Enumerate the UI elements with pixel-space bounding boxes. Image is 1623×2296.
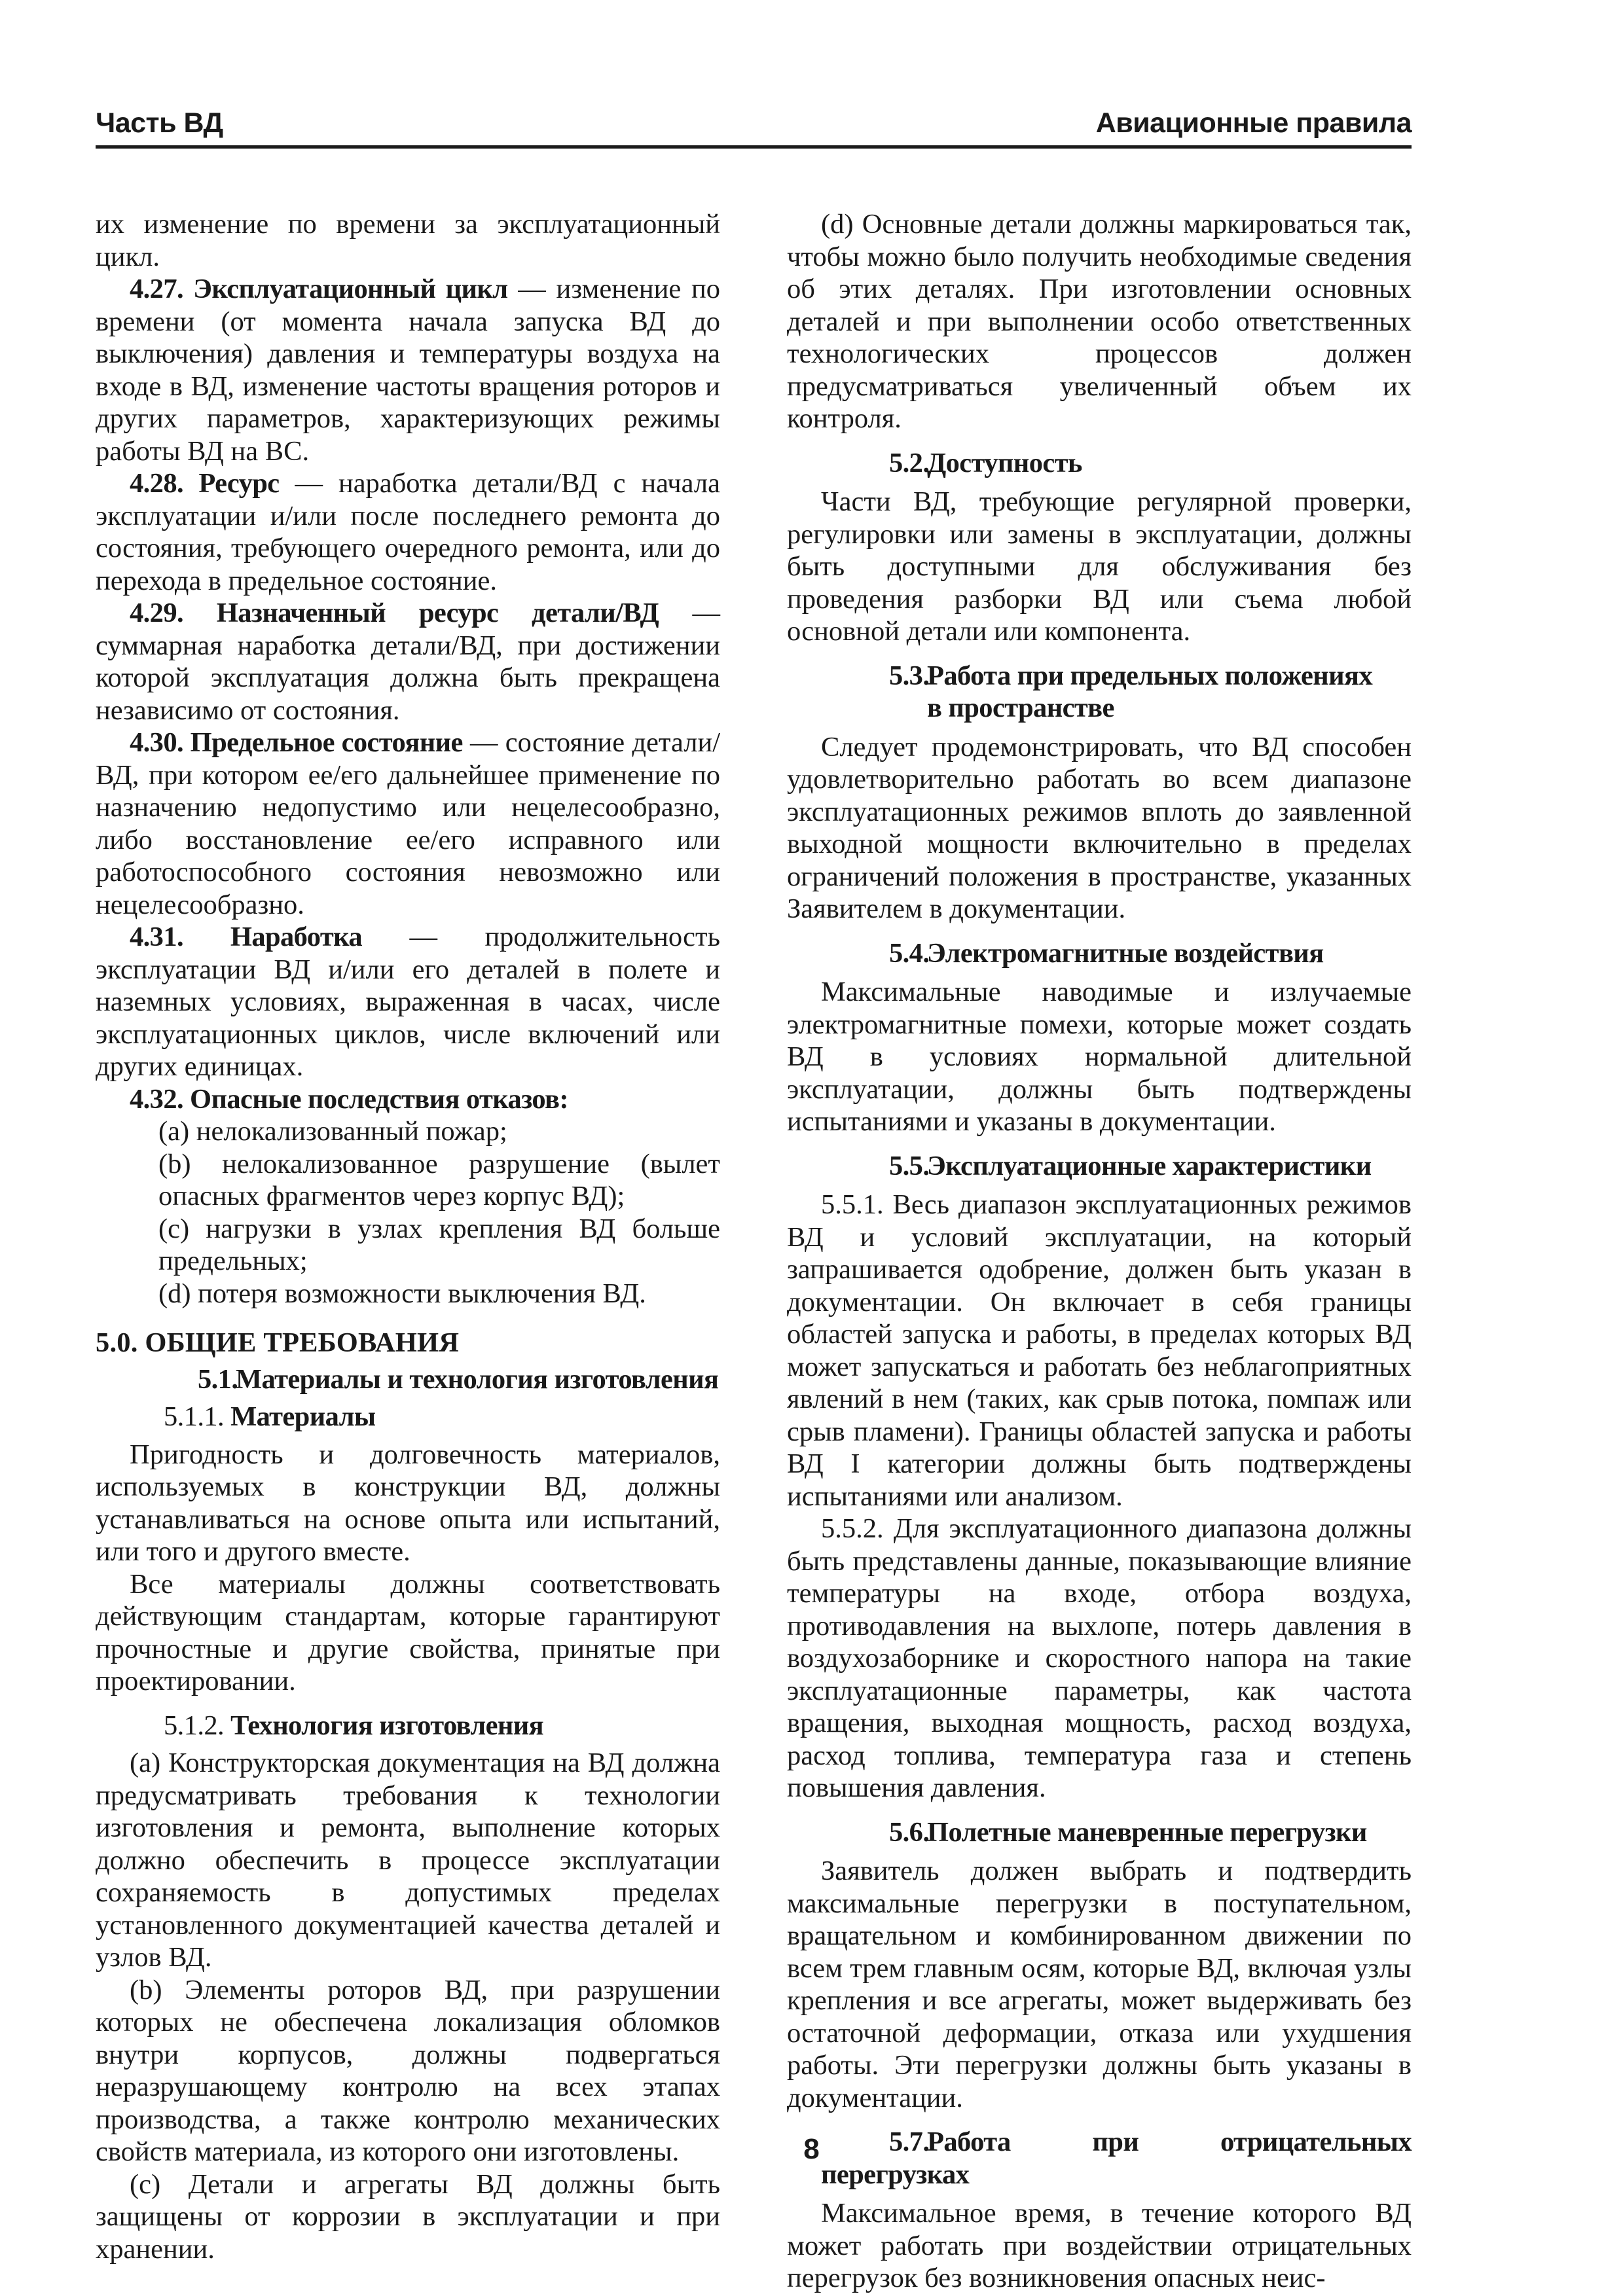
section-heading-5-3: 5.3.Работа при предельных положениях в пространстве	[889, 660, 1373, 723]
header-part-title: Часть ВД	[96, 107, 223, 139]
paragraph-technology-c: (c) Детали и агрегаты ВД должны быть защищены от коррозии в эксплуатации и при хранении.	[96, 2168, 720, 2265]
section-heading-5-1-2: 5.1.2. Технология изготовления	[164, 1710, 544, 1741]
term: 4.28. Ресурс	[130, 468, 280, 499]
term: 4.31. Наработка	[130, 922, 363, 952]
section-heading-5-2: 5.2.Доступность	[889, 447, 1082, 478]
paragraph-technology-a: (a) Конструкторская документация на ВД должна предусматривать требования к технологии изготовления и ремонта, выполнение которых должно обеспечить в процессе эксплуатации сохраняемость в допустимых пределах установленного документацией качества деталей и узлов ВД.	[96, 1748, 720, 1973]
section-heading-5-7: 5.7.Работа при отрицательных перегрузках	[821, 2126, 1412, 2190]
paragraph-technology-d: (d) Основные детали должны маркироваться так, чтобы можно было получить необходимые сведения об этих деталях. При изготовлении основных деталей и при выполнении особо ответственных технологических процессов должен предусматриваться увеличенный объем их контроля.	[787, 209, 1412, 434]
left-column	[96, 208, 720, 2265]
term: 4.27. Эксплуатационный цикл	[130, 274, 508, 304]
list-item: (d) потеря возможности выключения ВД.	[158, 1278, 646, 1309]
section-heading-5-0: 5.0. ОБЩИЕ ТРЕБОВАНИЯ	[96, 1327, 460, 1358]
term: 4.32. Опасные последствия отказов:	[130, 1083, 568, 1115]
definition-4-32	[96, 1083, 720, 1116]
section-heading-5-4: 5.4.Электромагнитные воздействия	[889, 937, 1324, 969]
list-item: (a) нелокализованный пожар;	[158, 1116, 507, 1147]
paragraph-5-5-1: 5.5.1. Весь диапазон эксплуатационных режимов ВД и условий эксплуатации, на который запрашивается одобрение, должен быть указан в документации. Он включает в себя границы областей запуска и работы, в пределах которых ВД может запускаться и работать без неблагоприятных явлений в нем (таких, как срыв потока, помпаж или срыв пламени). Границы областей запуска и работы ВД I категории должны быть подтверждены испытаниями или анализом.	[787, 1189, 1412, 1512]
list-item: (c) нагрузки в узлах крепления ВД больше предельных;	[158, 1213, 720, 1276]
page-number: 8	[803, 2133, 820, 2165]
paragraph-maneuver-loads: Заявитель должен выбрать и подтвердить максимальные перегрузки в поступательном, вращательном и комбинированном движении по всем трем главным осям, которые ВД, включая узлы крепления и все агрегаты, может выдерживать без остаточной деформации, отказа или ухудшения работы. Эти перегрузки должны быть указаны в документации.	[787, 1856, 1412, 2113]
paragraph-continuation: их изменение по времени за эксплуатационный цикл.	[96, 209, 720, 272]
definition-4-29: 4.29. Назначенный ресурс детали/ВД — суммарная наработка детали/ВД, при достижении которой эксплуатация должна быть прекращена независимо от состояния.	[96, 598, 720, 726]
list-item: (b) нелокализованное разрушение (вылет опасных фрагментов через корпус ВД);	[158, 1148, 720, 1211]
page-header	[96, 103, 1412, 151]
paragraph-emi: Максимальные наводимые и излучаемые электромагнитные помехи, которые может создать ВД в условиях нормальной длительной эксплуатации, должны быть подтверждены испытаниями и указаны в документации.	[787, 977, 1412, 1137]
paragraph-attitude-limits: Следует продемонстрировать, что ВД способен удовлетворительно работать во всем диапазоне эксплуатационных режимов вплоть до заявленной выходной мощности включительно в пределах ограничений положения в пространстве, указанных Заявителем в документации.	[787, 731, 1412, 924]
section-heading-5-6: 5.6.Полетные маневренные перегрузки	[889, 1816, 1367, 1848]
paragraph-5-5-2: 5.5.2. Для эксплуатационного диапазона должны быть представлены данные, показывающие влияние температуры на входе, отбора воздуха, противодавления на выхлопе, потерь давления в воздухозаборнике и скоростного напора на такие эксплуатационные параметры, как частота вращения, выходная мощность, расход воздуха, расход топлива, температура газа и степень повышения давления.	[787, 1513, 1412, 1803]
definition-4-27: 4.27. Эксплуатационный цикл — изменение по времени (от момента начала запуска ВД до выключения) давления и температуры воздуха на входе в ВД, изменение частоты вращения роторов и других параметров, характеризующих режимы работы ВД на ВС.	[96, 274, 720, 467]
right-column	[787, 208, 1412, 2295]
term: 4.30. Предельное состояние	[130, 727, 463, 758]
paragraph-materials-2: Все материалы должны соответствовать действующим стандартам, которые гарантируют прочностные и другие свойства, принятые при проектировании.	[96, 1568, 720, 1696]
section-heading-5-1-1: 5.1.1. Материалы	[164, 1401, 376, 1432]
header-document-title: Авиационные правила	[1095, 107, 1412, 139]
definition-4-28: 4.28. Ресурс — наработка детали/ВД с начала эксплуатации и/или после последнего ремонта до состояния, требующего очередного ремонта, или до перехода в предельное состояние.	[96, 468, 720, 596]
definition-4-30: 4.30. Предельное состояние — состояние детали/ВД, при котором ее/его дальнейшее применение по назначению недопустимо или нецелесообразно, либо восстановление ее/его исправного или работоспособного состояния невозможно или нецелесообразно.	[96, 727, 720, 920]
definition-4-31: 4.31. Наработка — продолжительность эксплуатации ВД и/или его деталей в полете и наземных условиях, выраженная в часах, числе эксплуатационных циклов, числе включений или других единицах.	[96, 922, 720, 1082]
paragraph-accessibility: Части ВД, требующие регулярной проверки, регулировки или замены в эксплуатации, должны быть доступными для обслуживания без проведения разборки ВД или съема любой основной детали или компонента.	[787, 486, 1412, 647]
paragraph-technology-b: (b) Элементы роторов ВД, при разрушении которых не обеспечена локализация обломков внутри корпусов, должны подвергаться неразрушающему контролю на всех этапах производства, а также контролю механических свойств материала, из которого они изготовлены.	[96, 1974, 720, 2167]
header-rule	[96, 145, 1412, 149]
term: 4.29. Назначенный ресурс детали/ВД	[130, 598, 659, 628]
section-heading-5-1: 5.1.Материалы и технология изготовления	[198, 1363, 719, 1395]
section-heading-5-5: 5.5.Эксплуатационные характеристики	[889, 1150, 1372, 1181]
paragraph-materials-1: Пригодность и долговечность материалов, используемых в конструкции ВД, должны устанавливаться на основе опыта или испытаний, или того и другого вместе.	[96, 1439, 720, 1567]
paragraph-negative-g: Максимальное время, в течение которого ВД может работать при воздействии отрицательных перегрузок без возникновения опасных неис-	[787, 2198, 1412, 2293]
